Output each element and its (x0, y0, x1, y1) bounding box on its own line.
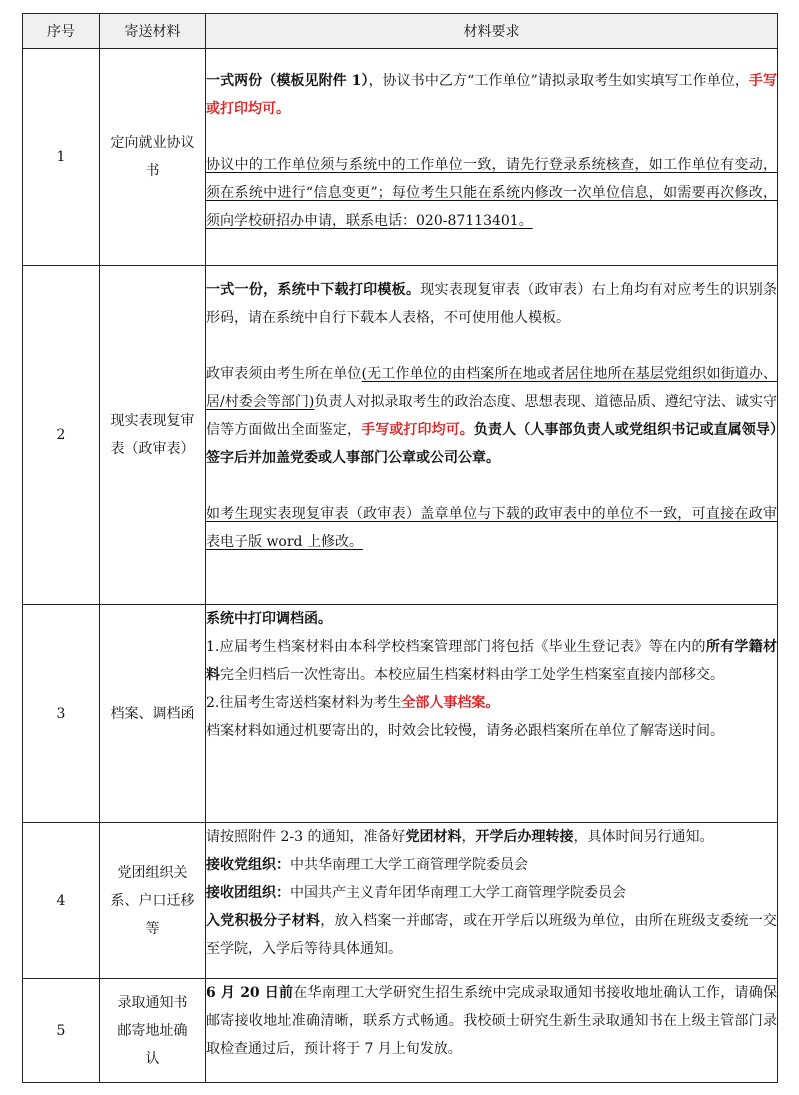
requirement-para: 接收党组织：中共华南理工大学工商管理学院委员会 (206, 857, 528, 873)
requirement-cell (206, 266, 778, 605)
header-num: 序号 (23, 14, 100, 49)
material-name: 定向就业协议 书 (100, 49, 206, 266)
requirement-para: 政审表须由考生所在单位(无工作单位的由档案所在地或者居住地所在基层党组织如街道办、居/村委会等部门)负责人对拟录取考生的政治态度、思想表现、道德品质、遵纪守法、诚实守信等方面做出全面鉴定，手写或打印均可。负责人（人事部负责人或党组织书记或直属领导）签字后并加盖党委或人事部门公章或公司公章。 (206, 366, 778, 466)
row-number: 3 (23, 605, 100, 823)
material-name: 党团组织关 系、户口迁移 等 (100, 823, 206, 979)
table-row (23, 605, 778, 823)
requirement-para: 一式一份，系统中下载打印模板。现实表现复审表（政审表）右上角均有对应考生的识别条形码，请在系统中自行下载本人表格，不可使用他人模板。 (206, 282, 778, 326)
requirement-para: 2.往届考生寄送档案材料为考生全部人事档案。 (206, 695, 500, 711)
requirement-para: 请按照附件 2-3 的通知，准备好党团材料，开学后办理转接，具体时间另行通知。 (206, 829, 714, 845)
table-row (23, 823, 778, 979)
materials-table (22, 13, 778, 1083)
requirement-para: 6 月 20 日前在华南理工大学研究生招生系统中完成录取通知书接收地址确认工作，请确保邮寄接收地址准确清晰，联系方式畅通。我校硕士研究生新生录取通知书在上级主管部门录取检查通过后，预计将于 7 月上旬发放。 (206, 985, 777, 1057)
requirement-cell (206, 823, 778, 979)
requirement-para: 1.应届考生档案材料由本科学校档案管理部门将包括《毕业生登记表》等在内的所有学籍材料完全归档后一次性寄出。本校应届生档案材料由学工处学生档案室直接内部移交。 (206, 639, 778, 683)
requirement-para: 协议中的工作单位须与系统中的工作单位一致，请先行登录系统核查，如工作单位有变动，须在系统中进行“信息变更”；每位考生只能在系统内修改一次单位信息，如需要再次修改，须向学校研招办申请，联系电话：020-87113401。 (206, 157, 777, 229)
requirement-cell (206, 605, 778, 823)
requirement-para: 接收团组织：中国共产主义青年团华南理工大学工商管理学院委员会 (206, 885, 626, 901)
requirement-para: 一式两份（模板见附件 1），协议书中乙方“工作单位”请拟录取考生如实填写工作单位，手写或打印均可。 (206, 73, 777, 117)
row-number: 4 (23, 823, 100, 979)
material-name: 录取通知书 邮寄地址确 认 (100, 979, 206, 1083)
material-name: 档案、调档函 (100, 605, 206, 823)
row-number: 5 (23, 979, 100, 1083)
row-number: 1 (23, 49, 100, 266)
table-row (23, 266, 778, 605)
table-row (23, 979, 778, 1083)
requirement-para: 如考生现实表现复审表（政审表）盖章单位与下载的政审表中的单位不一致，可直接在政审表电子版 word 上修改。 (206, 506, 777, 550)
requirement-cell (206, 979, 778, 1083)
table-row (23, 49, 778, 266)
requirement-para: 档案材料如通过机要寄出的，时效会比较慢，请务必跟档案所在单位了解寄送时间。 (206, 723, 724, 739)
requirement-cell (206, 49, 778, 266)
header-material: 寄送材料 (100, 14, 206, 49)
material-name: 现实表现复审 表（政审表） (100, 266, 206, 605)
requirement-para: 系统中打印调档函。 (206, 611, 332, 627)
table-header-row (23, 14, 778, 49)
header-requirement: 材料要求 (206, 14, 778, 49)
requirement-para: 入党积极分子材料，放入档案一并邮寄，或在开学后以班级为单位，由所在班级支委统一交至学院，入学后等待具体通知。 (206, 913, 778, 957)
row-number: 2 (23, 266, 100, 605)
